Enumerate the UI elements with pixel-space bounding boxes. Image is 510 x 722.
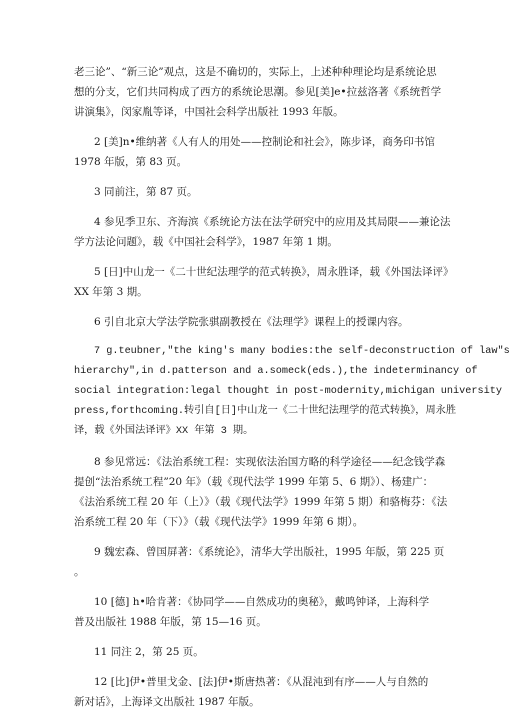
footnote-line: 10 [德] h•哈肯著：《协同学——自然成功的奥秘》，戴鸣钟译，上海科学 [94, 596, 430, 608]
footnote-line: 12 [比]伊•普里戈金、[法]伊•斯唐热著：《从混沌到有序——人与自然的 [94, 676, 429, 688]
footnote-8 [74, 452, 448, 532]
footnote-2 [74, 132, 434, 172]
footnotes-list [74, 62, 510, 722]
footnote-4 [74, 212, 451, 252]
footnote-line: social integration:legal thought in post-modernity,michigan university [74, 386, 502, 397]
footnote-line: 新对话》，上海译文出版社 1987 年版。 [74, 696, 260, 708]
footnote-line: hierarchy",in d.patterson and a.someck(eds.),the indeterminancy of [74, 366, 478, 377]
footnote-5 [74, 262, 454, 302]
footnote-line: 4 参见季卫东、齐海滨《系统论方法在法学研究中的应用及其局限——兼论法 [94, 216, 451, 228]
footnote-line: press,forthcoming.转引自[日]中山龙一《二十世纪法理学的范式转换》，周永胜 [74, 406, 457, 417]
footnote-7 [74, 342, 510, 442]
footnote-10 [74, 592, 434, 632]
footnote-continued [74, 62, 442, 122]
footnote-line: 老三论”、“新三论”观点，这是不确切的，实际上，上述种种理论均是系统论思 [74, 66, 437, 78]
footnote-line: 提创“法治系统工程”20 年》（载《现代法学 1999 年第 5、6 期》）、杨建广： [74, 476, 434, 488]
footnote-3 [74, 182, 434, 202]
footnote-line: 8 参见常远：《法治系统工程：实现依法治国方略的科学途径——纪念钱学森 [94, 456, 446, 468]
footnote-line: 2 [美]n•维纳著《人有人的用处——控制论和社会》，陈步译，商务印书馆 [94, 136, 435, 148]
footnote-line: 想的分支，它们共同构成了西方的系统论思潮。参见[美]e•拉兹洛著《系统哲学 [74, 86, 442, 98]
footnote-line: 讲演集》，闵家胤等译，中国社会科学出版社 1993 年版。 [74, 106, 344, 118]
footnote-12 [74, 672, 434, 712]
footnote-line: 普及出版社 1988 年版，第 15—16 页。 [74, 616, 267, 628]
footnote-line: 治系统工程 20 年（下）》（载《现代法学》1999 年第 6 期）。 [74, 516, 364, 528]
footnote-line: 。 [74, 566, 85, 578]
footnote-line: 9 魏宏森、曾国屏著：《系统论》，清华大学出版社，1995 年版，第 225 页 [94, 546, 445, 558]
footnote-line: 3 同前注，第 87 页。 [94, 186, 198, 198]
footnote-line: 6 引自北京大学法学院张骐副教授在《法理学》课程上的授课内容。 [94, 316, 409, 328]
footnote-line: 5 [日]中山龙一《二十世纪法理学的范式转换》，周永胜译，载《外国法译评》 [94, 266, 454, 278]
footnote-6 [74, 312, 434, 332]
footnote-line: XX 年第 3 期。 [74, 286, 148, 298]
footnote-line: 译，载《外国法译评》XX 年第 3 期。 [74, 426, 254, 437]
footnote-line: 学方法论问题》，载《中国社会科学》，1987 年第 1 期。 [74, 236, 338, 248]
footnote-line: 《法治系统工程 20 年（上）》（载《现代法学》1999 年第 5 期）和骆梅芬：《法 [74, 496, 448, 508]
footnote-line: 1978 年版，第 83 页。 [74, 156, 188, 168]
footnote-line: 7 g.teubner,"the king's many bodies:the self-deconstruction of law"s [94, 346, 510, 357]
footnote-9 [74, 542, 445, 582]
footnote-line: 11 同注 2，第 25 页。 [94, 646, 204, 658]
footnote-11 [74, 642, 434, 662]
